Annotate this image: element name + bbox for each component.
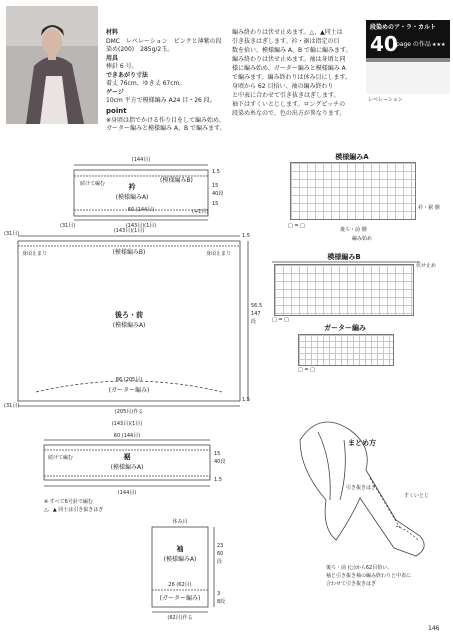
sleeve-pattern: (模様編みA): [163, 556, 197, 563]
collar-top-width: (144目): [131, 157, 151, 163]
body-height-a: 56.5: [251, 303, 263, 309]
body-pattern-b: (模様編みB): [112, 249, 146, 256]
materials-heading: 材料: [106, 29, 119, 36]
collar-bottom-width: 60 (144目): [127, 207, 155, 213]
collar-pattern: (模様編みA): [115, 194, 149, 201]
sleeve-rows-a: 23: [217, 543, 224, 549]
page-suffix: page の作品: [396, 41, 431, 48]
sleeve-width: 26 (62目): [168, 582, 192, 588]
body-garter: (ガーター編み): [108, 387, 150, 394]
chart-a-start: 編み始め: [352, 236, 373, 242]
body-pattern: (模様編みA): [112, 322, 146, 329]
hem-width: 60 (144目): [113, 433, 141, 439]
instruction-line-1: 編み終わりは伏せ止めます。△、▲同士は: [232, 29, 343, 36]
chart-b-legend: □ = □: [272, 317, 289, 323]
instruction-line-5: 様に編み始め、ガーター編みと模様編み A: [232, 65, 346, 72]
hem-pattern: (模様編みA): [110, 464, 144, 471]
body-top-width: (143目)(1目): [113, 228, 145, 234]
collar-rows-a: 1.5: [212, 169, 220, 175]
sleeve-rows-e: 8段: [217, 599, 226, 605]
sleeve-rows-d: 3: [217, 591, 221, 597]
body-bottom-width: 86 (205目): [115, 377, 143, 383]
collar-rows-d: 15: [212, 201, 219, 207]
hem-note-2: △、▲ 同士は引き抜きはぎ: [44, 507, 104, 513]
hem-rows-c: 1.5: [214, 477, 222, 483]
point-line-2: ガーター編みと模様編み A、B で編みます。: [106, 125, 226, 132]
collar-left-margin: (31目): [60, 223, 76, 229]
body-side-b: (31目): [4, 403, 20, 409]
instruction-line-4: 編み終わりは伏せ止めます。袖は身頃と同: [232, 56, 346, 63]
chart-a-title: 模様編みA: [335, 153, 369, 161]
point-line-1: ※身頃は指でかける作り目をして編み始め、: [106, 117, 225, 124]
sleeve-name: 袖: [176, 545, 184, 553]
finish-note-3: 合わせて引き抜きはぎ: [326, 581, 377, 587]
sleeve-cast-on: (62目)作る: [167, 615, 193, 621]
finish-join: 引き抜きはぎ: [346, 485, 377, 491]
body-height-c: 段: [251, 319, 257, 325]
body-name: 後ろ・前: [115, 311, 143, 319]
tools-heading: 用具: [106, 55, 119, 62]
collar-pick: (+1目): [192, 209, 209, 215]
hem-name: 裾: [123, 453, 131, 461]
series-title: 段染めのア・ラ・カルト: [370, 24, 437, 31]
hem-note-1: ※ すべて6号針で編む: [44, 499, 93, 505]
sleeve-rows-b: 60: [217, 551, 224, 557]
body-rest-right: 身頃止まり: [206, 251, 232, 257]
materials-line-2: 染め(200) 285g/2玉。: [106, 46, 174, 53]
instruction-line-10: 段染め糸なので、色の出方が異なります。: [232, 110, 346, 117]
hem-bottom-width: (144目): [117, 490, 137, 496]
gauge-heading: ゲージ: [106, 89, 124, 96]
body-cast-on: (205目)作る: [114, 409, 144, 415]
header-label: レベレーション: [368, 97, 403, 103]
hem-fold-note: 続けて編む: [48, 455, 74, 461]
chart-a-right: 衿・裾 側: [418, 205, 440, 211]
body-height-b: 147: [251, 311, 261, 317]
finish-note-1: 後ろ・前 (○)から62目拾い、: [326, 565, 393, 571]
instruction-line-8: と中表に合わせて引き抜きはぎします。: [232, 92, 340, 99]
chart-pattern-b: [274, 264, 414, 316]
instruction-line-3: 数を拾い、模様編み A、B で輪に編みます。: [232, 47, 352, 54]
chart-garter-title: ガーター編み: [324, 324, 366, 332]
chart-garter-legend: □ = □: [298, 367, 315, 373]
body-top-rows: 1.5: [242, 233, 250, 239]
collar-fold-note: 続けて編む: [80, 181, 106, 187]
stars-rating: ★★★: [432, 42, 446, 48]
hem-rows-b: 40段: [214, 459, 226, 465]
collar-pattern-b: (模様編みB): [160, 177, 193, 184]
chart-b-title: 模様編みB: [327, 253, 361, 261]
instruction-line-9: 袖下はすくいとじします。ロングピッチの: [232, 101, 346, 108]
instruction-line-6: で編みます。編み終わりは休み目にします。: [232, 74, 352, 81]
chart-a-repeat: 後ろ・前 側: [340, 227, 367, 233]
finish-sew: すくいとじ: [404, 493, 430, 499]
chart-b-right: 伏せ止め: [416, 263, 437, 269]
body-rest-left: 身頃止まり: [22, 251, 48, 257]
body-side-a: (31目): [4, 231, 20, 237]
sleeve-rows-c: 段: [217, 559, 223, 565]
body-bottom-rows: 1.5: [242, 397, 250, 403]
collar-rows-c: 40段: [212, 191, 224, 197]
instruction-line-2: 引き抜きはぎします。衿・裾は指定の目: [232, 38, 340, 45]
hem-rows-a: 15: [214, 451, 221, 457]
collar-name: 衿: [128, 183, 136, 191]
page-number: 146: [428, 625, 440, 632]
pattern-number: 40: [370, 32, 398, 56]
materials-line-1: DMC レベレーション ピンクと薄紫の段: [106, 38, 222, 45]
collar-mid-width: (143目)(1目): [125, 223, 157, 229]
finish-note-2: 袖と引き抜き袖の編み終わりと中表に: [326, 573, 412, 579]
chart-a-legend: □ = □: [288, 223, 305, 229]
size-heading: できあがり寸法: [106, 72, 149, 79]
chart-pattern-a: [290, 162, 416, 220]
sleeve-garter: (ガーター編み): [159, 595, 201, 602]
finish-title: まとめ方: [348, 439, 376, 447]
point-heading: point: [106, 107, 127, 115]
tools-text: 棒針 6 号。: [106, 63, 138, 70]
chart-garter: [298, 334, 394, 366]
size-text: 着丈 76cm、ゆき丈 67cm。: [106, 80, 186, 87]
hem-top-width: (143目)(1目): [111, 421, 143, 427]
gauge-text: 10cm 平方で模様編み A24 目・26 段。: [106, 97, 216, 104]
sleeve-rest: 休み目: [172, 519, 188, 525]
instruction-line-7: 身頃から 62 目拾い、袖の編み終わり: [232, 83, 334, 90]
collar-rows-b: 15: [212, 183, 219, 189]
